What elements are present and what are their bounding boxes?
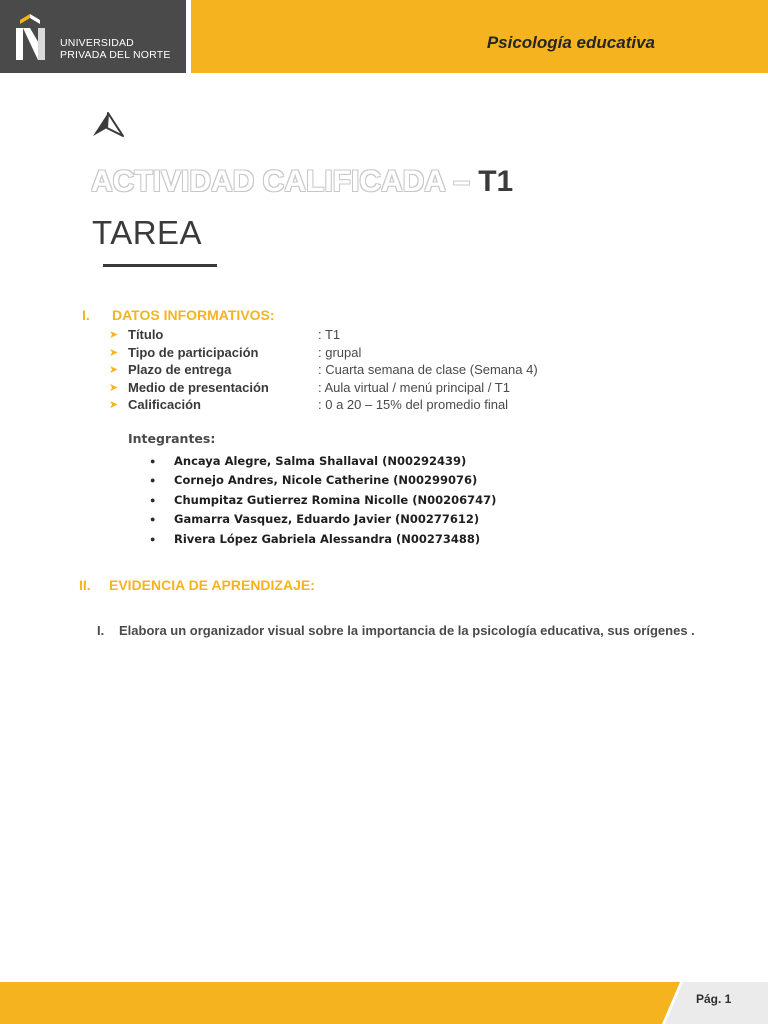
info-value: : grupal (318, 344, 362, 360)
info-row-titulo (109, 326, 538, 344)
section-number: I. (82, 307, 90, 323)
member-name: Cornejo Andres, Nicole Catherine (N00299076) (174, 473, 478, 488)
list-item (150, 510, 496, 530)
info-label: Medio de presentación (128, 379, 269, 395)
bullet-dot-icon: ● (150, 533, 156, 544)
list-item (150, 471, 496, 491)
arrow-bullet-icon: ➤ (109, 346, 119, 359)
logo-line2: PRIVADA DEL NORTE (60, 49, 171, 61)
info-row-tipo (109, 344, 538, 362)
page-number: Pág. 1 (696, 992, 732, 1006)
logo-line1: UNIVERSIDAD (60, 37, 134, 49)
page-subtitle: TAREA (92, 214, 203, 251)
header-band (191, 0, 768, 73)
info-label: Plazo de entrega (128, 362, 232, 378)
list-item (150, 490, 496, 510)
member-name: Ancaya Alegre, Salma Shallaval (N00292439) (174, 453, 467, 468)
section-heading-datos (82, 307, 275, 323)
bullet-dot-icon: ● (150, 494, 156, 505)
bullet-dot-icon: ● (150, 455, 156, 466)
member-name: Rivera López Gabriela Alessandra (N00273488) (174, 531, 481, 546)
info-row-medio (109, 379, 538, 397)
section-heading-evidencia (79, 577, 315, 593)
activity-title-text: ACTIVIDAD CALIFICADA – (91, 165, 470, 198)
arrow-bullet-icon: ➤ (109, 399, 119, 412)
info-row-calificacion (109, 396, 538, 414)
section-title: DATOS INFORMATIVOS: (112, 307, 275, 323)
arrow-bullet-icon: ➤ (109, 329, 119, 342)
task-text: Elabora un organizador visual sobre la importancia de la psicología educativa, sus orígenes . (119, 623, 695, 638)
members-list (150, 451, 496, 549)
subtitle-underline (103, 264, 217, 267)
course-title: Psicología educativa (486, 33, 655, 52)
navigation-arrow-icon (90, 111, 126, 139)
university-logo (0, 0, 186, 73)
section-title: EVIDENCIA DE APRENDIZAJE: (109, 577, 315, 593)
activity-code: T1 (478, 165, 514, 198)
bullet-dot-icon: ● (150, 514, 156, 525)
upn-logo-icon (14, 14, 50, 62)
list-item (150, 529, 496, 549)
task-item (97, 622, 697, 639)
arrow-bullet-icon: ➤ (109, 364, 119, 377)
info-row-plazo (109, 361, 538, 379)
members-label: Integrantes: (128, 431, 216, 446)
info-label: Tipo de participación (128, 344, 259, 360)
info-list (109, 326, 538, 414)
info-value: : Aula virtual / menú principal / T1 (318, 379, 510, 395)
section-number: II. (79, 577, 91, 593)
activity-title (91, 165, 513, 199)
task-number: I. (97, 623, 105, 638)
member-name: Gamarra Vasquez, Eduardo Javier (N00277612) (174, 512, 480, 527)
page-header (0, 0, 768, 73)
info-label: Título (128, 327, 164, 343)
info-value: : Cuarta semana de clase (Semana 4) (318, 362, 538, 378)
info-value: : T1 (318, 327, 341, 343)
university-name (60, 37, 171, 61)
list-item (150, 451, 496, 471)
info-value: : 0 a 20 – 15% del promedio final (318, 397, 509, 413)
footer-band (0, 982, 768, 1024)
member-name: Chumpitaz Gutierrez Romina Nicolle (N00206747) (174, 492, 497, 507)
info-label: Calificación (128, 397, 201, 413)
arrow-bullet-icon: ➤ (109, 381, 119, 394)
bullet-dot-icon: ● (150, 475, 156, 486)
